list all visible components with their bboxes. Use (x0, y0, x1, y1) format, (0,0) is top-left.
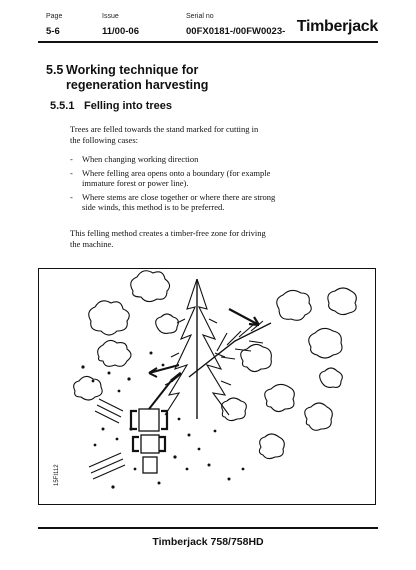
list-item (70, 192, 280, 213)
list-item-text: Where felling area opens onto a boundary (for example immature forest or power line). (82, 167, 271, 188)
subsection-title: Felling into trees (84, 100, 173, 112)
footer-model: Timberjack 758/758HD (152, 536, 264, 548)
list-item-text: Where stems are close together or where there are strong side winds, this method is to be preferred. (82, 191, 276, 212)
stumps (81, 352, 244, 489)
illustration-drawing (39, 269, 376, 505)
page-label: Page (46, 13, 63, 20)
subsection-number: 5.5.1 (50, 100, 75, 112)
list-item (70, 154, 280, 165)
felling-illustration (38, 268, 376, 505)
falling-tree (189, 321, 271, 377)
page-number: 5-6 (46, 26, 60, 37)
log-piles (89, 399, 125, 479)
intro-paragraph: Trees are felled towards the stand marked for cutting in the following cases: (70, 124, 259, 145)
list-item (70, 168, 280, 189)
list-item-text: When changing working direction (82, 154, 199, 164)
serial-number: 00FX0181-/00FW0023- (186, 26, 286, 37)
case-list (70, 154, 280, 216)
bullet-dash: - (70, 191, 73, 202)
issue-label: Issue (102, 13, 119, 20)
section-title: Working technique for regeneration harvesting (66, 63, 209, 92)
issue-date: 11/00-06 (102, 26, 139, 37)
figure-id: 15FI112 (54, 464, 60, 486)
brand-logo: Timberjack (296, 18, 378, 35)
section-number: 5.5 (46, 63, 64, 77)
bullet-dash: - (70, 167, 73, 178)
felled-spruce (165, 279, 231, 419)
header-rule (38, 41, 378, 43)
bullet-dash: - (70, 154, 73, 164)
footer-rule (38, 527, 378, 529)
closing-paragraph: This felling method creates a timber-free zone for driving the machine. (70, 228, 266, 249)
serial-label: Serial no (186, 13, 214, 20)
